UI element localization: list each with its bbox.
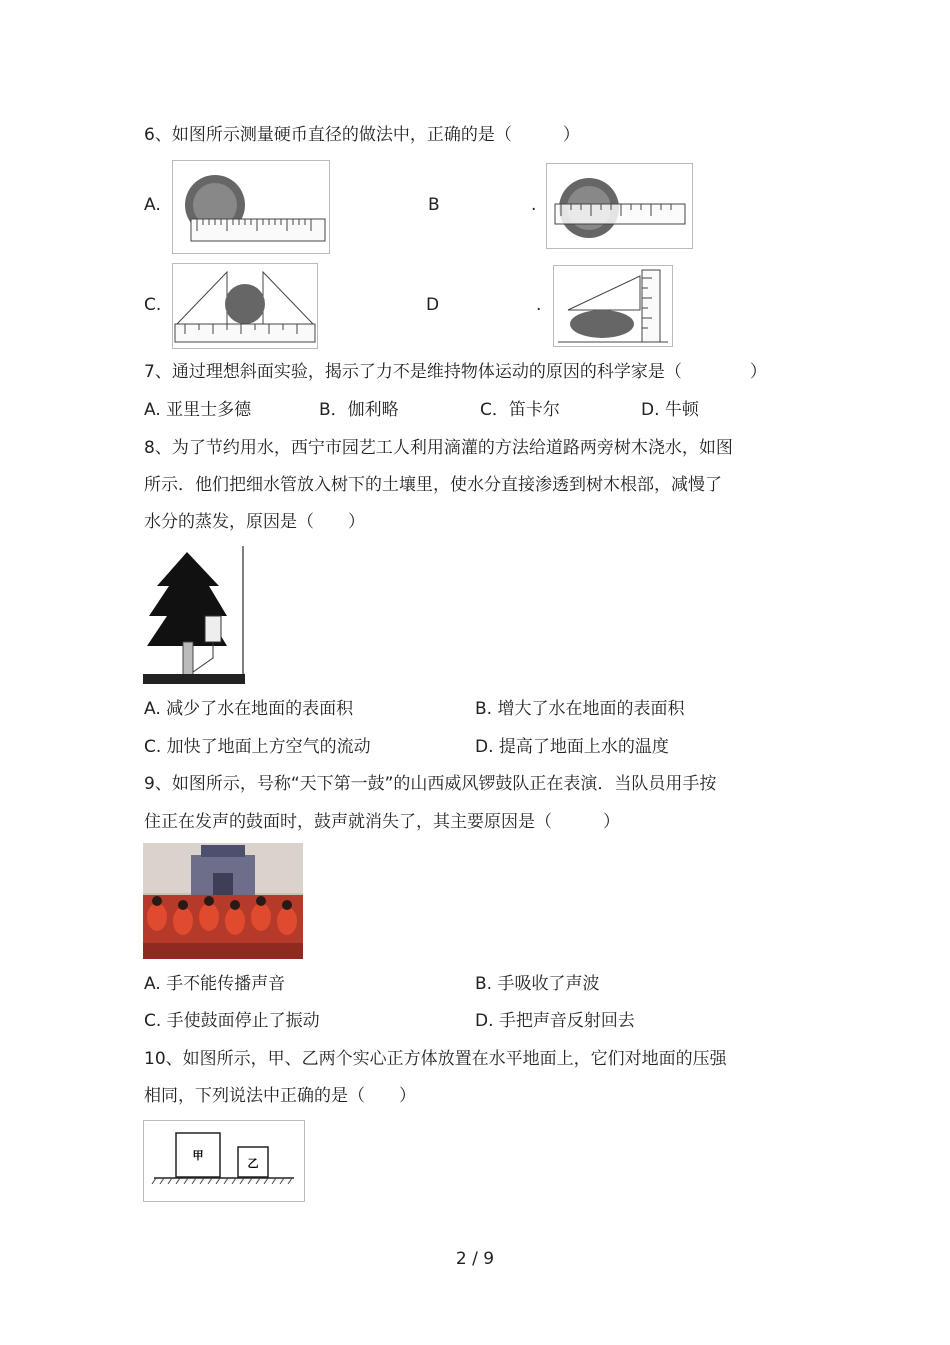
q8-option-a: A. 减少了水在地面的表面积 [144, 699, 354, 719]
q6-figure-a [172, 160, 330, 254]
q6-figure-b [546, 163, 693, 249]
q8-line-2: 所示．他们把细水管放入树下的土壤里，使水分直接渗透到树木根部，减慢了 [144, 475, 722, 495]
triangle-ruler-figure-d [554, 266, 672, 346]
q9-option-c: C. 手使鼓面停止了振动 [144, 1011, 320, 1031]
coin-icon [225, 284, 265, 324]
cubes-figure [144, 1121, 304, 1201]
q6-label-d-dot: . [536, 295, 542, 315]
q10-line-1: 10、如图所示，甲、乙两个实心正方体放置在水平地面上，它们对地面的压强 [144, 1049, 727, 1069]
q7-option-b: B．伽利略 [319, 400, 399, 420]
water-bottle-icon [205, 616, 221, 642]
q6-label-d: D [426, 295, 440, 315]
q6-stem: 6、如图所示测量硬币直径的做法中，正确的是（ ） [144, 125, 580, 145]
q7-option-a: A. 亚里士多德 [144, 400, 252, 420]
q9-option-d: D. 手把声音反射回去 [475, 1011, 635, 1031]
tree-trunk [183, 642, 193, 676]
q10-line-2: 相同，下列说法中正确的是（ ） [144, 1086, 416, 1106]
q9-option-b: B. 手吸收了声波 [475, 974, 600, 994]
cube-jia-label: 甲 [192, 1149, 204, 1162]
tree-irrigation-figure [143, 546, 245, 686]
set-square-icon [568, 276, 640, 310]
ruler-icon [642, 270, 660, 342]
coin-ruler-figure-b [547, 164, 692, 248]
q6-label-c: C. [144, 295, 162, 315]
q7-option-c: C．笛卡尔 [480, 400, 560, 420]
q9-option-a: A. 手不能传播声音 [144, 974, 286, 994]
q6-figure-d [553, 265, 673, 347]
q8-line-1: 8、为了节约用水，西宁市园艺工人利用滴灌的方法给道路两旁树木浇水，如图 [144, 438, 733, 458]
ruler-icon [555, 204, 685, 224]
triangle-ruler-figure-c [173, 264, 317, 348]
q8-line-3: 水分的蒸发，原因是（ ） [144, 512, 365, 532]
q8-option-c: C. 加快了地面上方空气的流动 [144, 737, 371, 757]
q8-option-d: D. 提高了地面上水的温度 [475, 737, 669, 757]
q6-figure-c [172, 263, 318, 349]
set-square-icon [177, 272, 227, 324]
ground [143, 674, 245, 684]
q6-label-a: A. [144, 195, 161, 215]
q10-figure [143, 1120, 305, 1202]
q8-figure [143, 546, 245, 686]
page-number: 2 / 9 [455, 1249, 495, 1269]
coin-ruler-figure-a [173, 161, 329, 253]
q8-option-b: B. 增大了水在地面的表面积 [475, 699, 685, 719]
drum-team-photo [143, 843, 303, 959]
ruler-icon [175, 324, 315, 342]
q7-stem: 7、通过理想斜面实验，揭示了力不是维持物体运动的原因的科学家是（ ） [144, 362, 767, 382]
q6-label-b: B [428, 195, 440, 215]
q9-photo [143, 843, 303, 959]
set-square-icon [263, 272, 313, 324]
q9-line-1: 9、如图所示，号称“天下第一鼓”的山西威风锣鼓队正在表演．当队员用手按 [144, 774, 717, 794]
q6-label-b-dot: . [531, 195, 537, 215]
q7-option-d: D. 牛顿 [641, 400, 699, 420]
cube-yi-label: 乙 [247, 1157, 259, 1170]
q9-line-2: 住正在发声的鼓面时，鼓声就消失了，其主要原因是（ ） [144, 812, 620, 832]
coin-icon [570, 310, 634, 338]
